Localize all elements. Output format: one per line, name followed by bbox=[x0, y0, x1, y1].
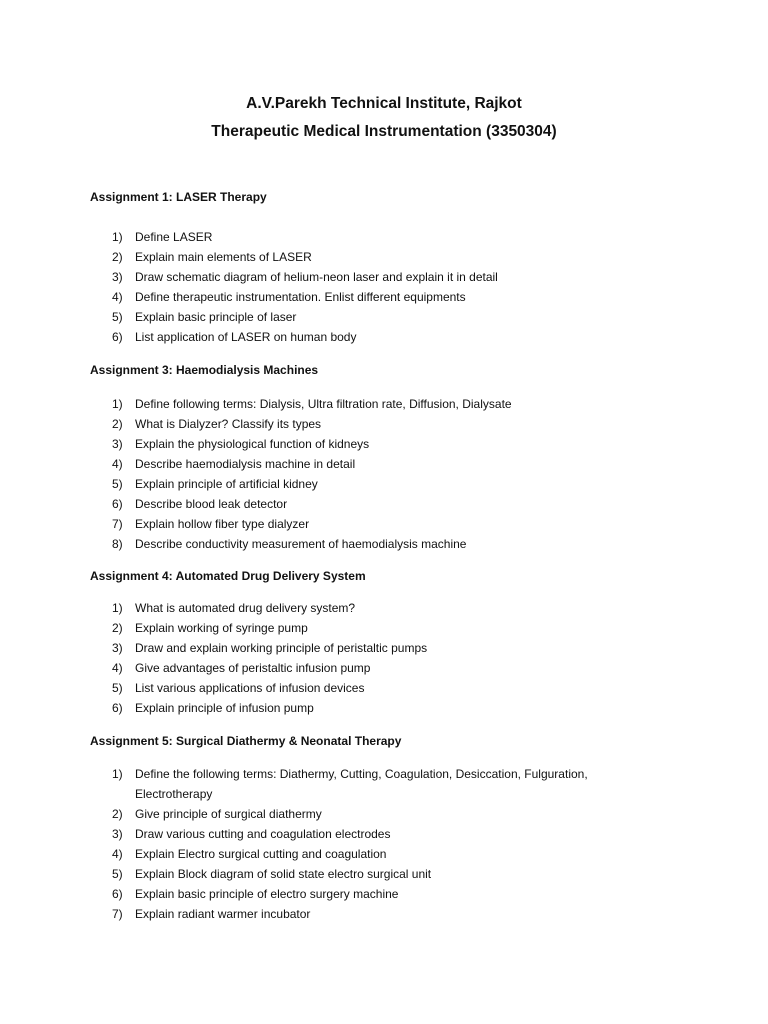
question-item bbox=[90, 534, 650, 554]
question-item bbox=[90, 824, 650, 844]
question-item bbox=[90, 227, 650, 247]
question-list bbox=[90, 598, 650, 718]
question-item bbox=[90, 514, 650, 534]
question-text: Give advantages of peristaltic infusion pump bbox=[135, 661, 371, 675]
question-number: 4) bbox=[112, 457, 123, 471]
question-number: 5) bbox=[112, 310, 123, 324]
question-text: Draw various cutting and coagulation electrodes bbox=[135, 827, 391, 841]
question-number: 7) bbox=[112, 907, 123, 921]
question-item bbox=[90, 598, 650, 618]
assignment-section-5 bbox=[90, 733, 650, 924]
question-item bbox=[90, 394, 650, 414]
question-item bbox=[90, 698, 650, 718]
question-number: 1) bbox=[112, 230, 123, 244]
question-number: 3) bbox=[112, 641, 123, 655]
question-number: 4) bbox=[112, 847, 123, 861]
question-text: Explain basic principle of electro surgery machine bbox=[135, 887, 399, 901]
question-text: Explain Block diagram of solid state electro surgical unit bbox=[135, 867, 432, 881]
question-number: 5) bbox=[112, 867, 123, 881]
question-item bbox=[90, 287, 650, 307]
subject-title: Therapeutic Medical Instrumentation (3350304) bbox=[211, 123, 557, 140]
question-item bbox=[90, 434, 650, 454]
question-text: Describe haemodialysis machine in detail bbox=[135, 457, 356, 471]
question-number: 8) bbox=[112, 537, 123, 551]
question-text: Explain hollow fiber type dialyzer bbox=[135, 517, 310, 531]
question-text: What is automated drug delivery system? bbox=[135, 601, 356, 615]
question-text: Describe blood leak detector bbox=[135, 497, 288, 511]
question-text: Explain main elements of LASER bbox=[135, 250, 312, 264]
question-item bbox=[90, 844, 650, 864]
question-number: 4) bbox=[112, 661, 123, 675]
question-number: 1) bbox=[112, 601, 123, 615]
question-item bbox=[90, 804, 650, 824]
assignment-title: Assignment 5: Surgical Diathermy & Neonatal Therapy bbox=[90, 734, 402, 748]
question-number: 3) bbox=[112, 270, 123, 284]
question-text: Define LASER bbox=[135, 230, 213, 244]
question-item bbox=[90, 494, 650, 514]
question-text: Define the following terms: Diathermy, Cutting, Coagulation, Desiccation, Fulguration, Electrotherapy bbox=[135, 767, 588, 801]
question-number: 6) bbox=[112, 701, 123, 715]
question-text: Explain radiant warmer incubator bbox=[135, 907, 311, 921]
question-number: 6) bbox=[112, 887, 123, 901]
question-text: Explain principle of infusion pump bbox=[135, 701, 314, 715]
assignment-title: Assignment 4: Automated Drug Delivery System bbox=[90, 569, 366, 583]
question-number: 6) bbox=[112, 497, 123, 511]
question-number: 1) bbox=[112, 767, 123, 781]
question-item bbox=[90, 267, 650, 287]
question-item bbox=[90, 864, 650, 884]
question-item bbox=[90, 454, 650, 474]
question-item bbox=[90, 618, 650, 638]
question-text: What is Dialyzer? Classify its types bbox=[135, 417, 322, 431]
question-text: Define therapeutic instrumentation. Enlist different equipments bbox=[135, 290, 466, 304]
question-list bbox=[90, 394, 650, 554]
question-item bbox=[90, 414, 650, 434]
question-text: Explain working of syringe pump bbox=[135, 621, 308, 635]
question-text: List application of LASER on human body bbox=[135, 330, 357, 344]
question-item bbox=[90, 307, 650, 327]
question-number: 3) bbox=[112, 437, 123, 451]
assignment-section-3 bbox=[90, 362, 650, 554]
question-number: 3) bbox=[112, 827, 123, 841]
question-list bbox=[90, 227, 650, 347]
question-number: 2) bbox=[112, 417, 123, 431]
question-text: Draw schematic diagram of helium-neon laser and explain it in detail bbox=[135, 270, 498, 284]
document-header bbox=[0, 90, 768, 146]
question-item bbox=[90, 884, 650, 904]
institute-title: A.V.Parekh Technical Institute, Rajkot bbox=[246, 95, 522, 112]
question-number: 2) bbox=[112, 250, 123, 264]
question-number: 2) bbox=[112, 621, 123, 635]
question-item bbox=[90, 474, 650, 494]
question-item bbox=[90, 327, 650, 347]
question-item bbox=[90, 764, 650, 804]
question-list bbox=[90, 764, 650, 924]
question-text: Give principle of surgical diathermy bbox=[135, 807, 322, 821]
assignment-section-1 bbox=[90, 189, 650, 347]
question-number: 2) bbox=[112, 807, 123, 821]
question-text: Explain Electro surgical cutting and coagulation bbox=[135, 847, 387, 861]
question-text: List various applications of infusion devices bbox=[135, 681, 365, 695]
question-text: Describe conductivity measurement of haemodialysis machine bbox=[135, 537, 467, 551]
question-number: 5) bbox=[112, 681, 123, 695]
assignment-title: Assignment 3: Haemodialysis Machines bbox=[90, 363, 319, 377]
assignment-section-4 bbox=[90, 568, 650, 718]
question-item bbox=[90, 247, 650, 267]
question-text: Draw and explain working principle of peristaltic pumps bbox=[135, 641, 428, 655]
question-item bbox=[90, 638, 650, 658]
question-text: Define following terms: Dialysis, Ultra filtration rate, Diffusion, Dialysate bbox=[135, 397, 512, 411]
question-number: 5) bbox=[112, 477, 123, 491]
question-text: Explain principle of artificial kidney bbox=[135, 477, 318, 491]
question-item bbox=[90, 658, 650, 678]
question-text: Explain basic principle of laser bbox=[135, 310, 297, 324]
question-text: Explain the physiological function of kidneys bbox=[135, 437, 370, 451]
question-number: 6) bbox=[112, 330, 123, 344]
question-number: 7) bbox=[112, 517, 123, 531]
question-item bbox=[90, 678, 650, 698]
question-number: 1) bbox=[112, 397, 123, 411]
question-item bbox=[90, 904, 650, 924]
question-number: 4) bbox=[112, 290, 123, 304]
assignment-title: Assignment 1: LASER Therapy bbox=[90, 190, 267, 204]
